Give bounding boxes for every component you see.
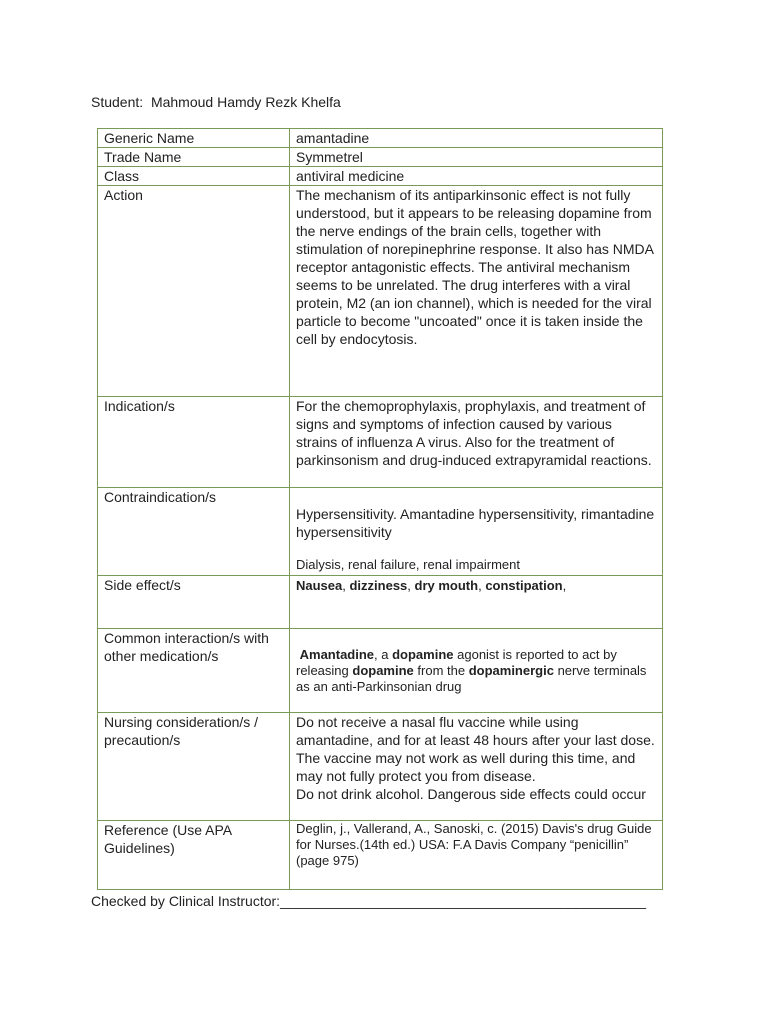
- nursing-value: [290, 713, 663, 821]
- reference-label: Reference (Use APA Guidelines): [98, 821, 290, 890]
- nursing-line-1: Do not receive a nasal flu vaccine while using amantadine, and for at least 48 hours after your last dose. The vaccine may not work as well during this time, and may not fully protect you from disease.: [296, 714, 655, 784]
- generic-name-value: amantadine: [290, 129, 663, 148]
- drug-card-table: [97, 128, 663, 890]
- side-effect-item: dry mouth: [414, 578, 479, 593]
- row-trade-name: [98, 148, 663, 167]
- side-effect-item: constipation: [485, 578, 563, 593]
- checked-by-label: Checked by Clinical Instructor:: [91, 893, 281, 909]
- action-value: The mechanism of its antiparkinsonic effect is not fully understood, but it appears to be releasing dopamine from the nerve endings of the brain cells, together with stimulation of norepinephrine response. It also has NMDA receptor antagonistic effects. The antiviral mechanism seems to be unrelated. The drug interferes with a viral protein, M2 (an ion channel), which is needed for the viral particle to become "uncoated" once it is taken inside the cell by endocytosis.: [290, 186, 663, 397]
- student-line: [91, 94, 341, 110]
- signature-line: _______________________________________________: [280, 893, 647, 909]
- contraindication-line-1: Hypersensitivity. Amantadine hypersensitivity, rimantadine hypersensitivity: [296, 506, 655, 540]
- side-effect-item: dizziness: [349, 578, 408, 593]
- indication-label: Indication/s: [98, 397, 290, 488]
- row-indication: [98, 397, 663, 488]
- contraindication-line-2: Dialysis, renal failure, renal impairment: [296, 557, 520, 572]
- contraindication-value: [290, 488, 663, 576]
- trade-name-value: Symmetrel: [290, 148, 663, 167]
- checked-by-line: [91, 893, 646, 909]
- row-generic-name: [98, 129, 663, 148]
- student-label: Student:: [91, 94, 144, 110]
- row-side-effects: [98, 576, 663, 629]
- interaction-label: Common interaction/s with other medication/s: [98, 629, 290, 713]
- side-effect-item: Nausea: [296, 578, 343, 593]
- interaction-bold-1: Amantadine: [299, 647, 375, 662]
- trade-name-label: Trade Name: [98, 148, 290, 167]
- interaction-bold-3: dopamine: [352, 663, 414, 678]
- student-name: Mahmoud Hamdy Rezk Khelfa: [150, 94, 341, 110]
- class-label: Class: [98, 167, 290, 186]
- interaction-bold-2: dopamine: [392, 647, 454, 662]
- interaction-bold-4: dopaminergic: [468, 663, 554, 678]
- row-nursing: [98, 713, 663, 821]
- indication-value: For the chemoprophylaxis, prophylaxis, and treatment of signs and symptoms of infection caused by various strains of influenza A virus. Also for the treatment of parkinsonism and drug-induced extrapyramidal reactions.: [290, 397, 663, 488]
- side-effects-value: Nausea, dizziness, dry mouth, constipation,: [290, 576, 663, 629]
- row-class: [98, 167, 663, 186]
- row-interaction: [98, 629, 663, 713]
- row-action: [98, 186, 663, 397]
- row-reference: [98, 821, 663, 890]
- action-label: Action: [98, 186, 290, 397]
- generic-name-label: Generic Name: [98, 129, 290, 148]
- row-contraindication: [98, 488, 663, 576]
- contraindication-label: Contraindication/s: [98, 488, 290, 576]
- nursing-line-2: Do not drink alcohol. Dangerous side effects could occur: [296, 786, 646, 802]
- class-value: antiviral medicine: [290, 167, 663, 186]
- nursing-label: Nursing consideration/s / precaution/s: [98, 713, 290, 821]
- side-effects-label: Side effect/s: [98, 576, 290, 629]
- reference-value: Deglin, j., Vallerand, A., Sanoski, c. (2015) Davis's drug Guide for Nurses.(14th ed.) USA: F.A Davis Company “penicillin” (page 975): [290, 821, 663, 890]
- interaction-value: Amantadine, a dopamine agonist is reported to act by releasing dopamine from the dopaminergic nerve terminals as an anti-Parkinsonian drug: [290, 629, 663, 713]
